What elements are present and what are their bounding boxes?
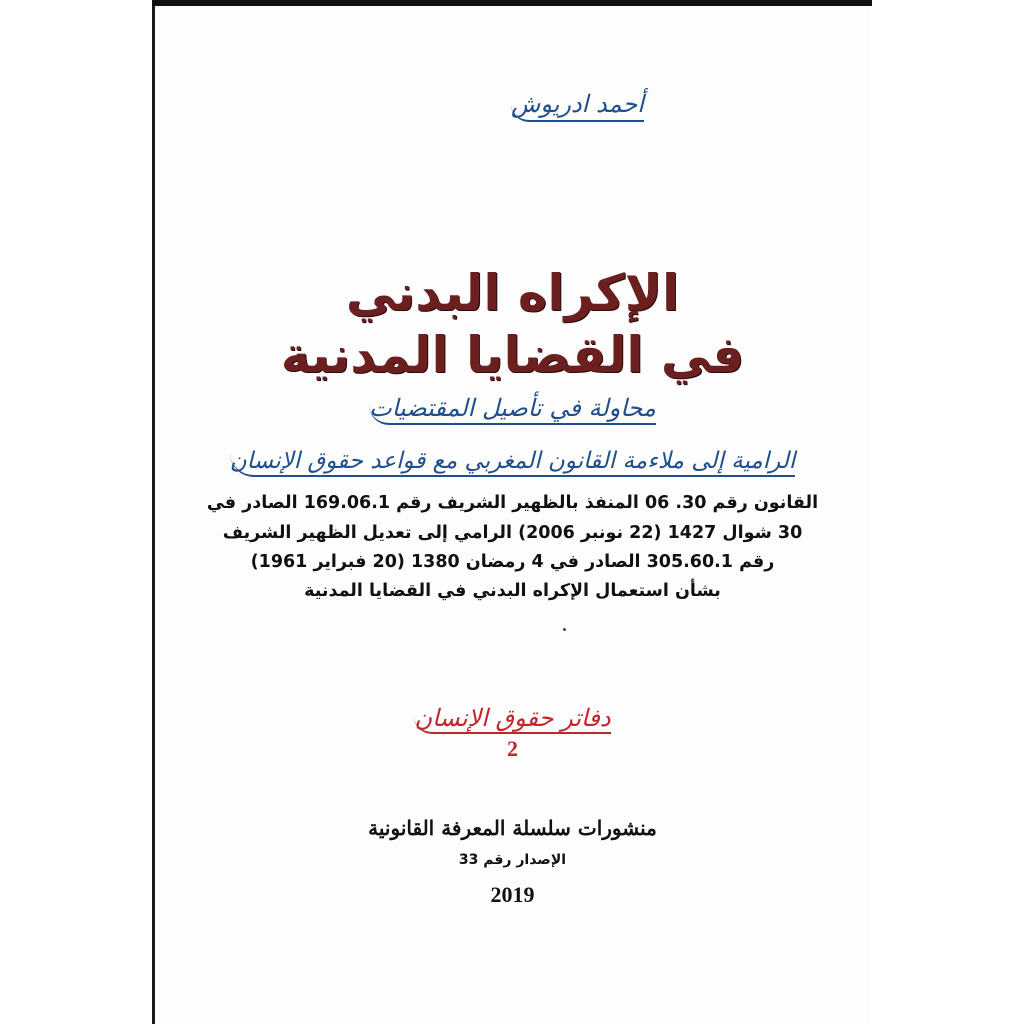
title-line-2: في القضايا المدنية [280,326,745,384]
law-text-line-4: بشأن استعمال الإكراه البدني في القضايا المدنية [304,581,721,601]
publication-year: 2019 [490,882,535,907]
series-name: دفاتر حقوق الإنسان [414,704,611,732]
page-left-border [152,0,155,1024]
title-line-1: الإكراه البدني [345,264,680,322]
subtitle-line-2-block [155,448,870,474]
series-name-block [155,704,870,732]
speck-mark [563,628,566,631]
law-text-line-2: 30 شوال 1427 (22 نونبر 2006) الرامي إلى تعديل الظهير الشريف [222,523,803,543]
scan-margin-left [0,0,153,1024]
series-number: 2 [507,736,518,761]
law-text-line-3: رقم 305.60.1 الصادر في 4 رمضان 1380 (20 فبراير 1961) [250,552,775,572]
page-top-border [152,0,872,6]
cover-page [155,6,870,1024]
publisher-name: منشورات سلسلة المعرفة القانونية [368,816,657,840]
author-name: أحمد ادريوش [511,90,644,122]
issue-number: الإصدار رقم 33 [458,852,567,868]
author-block [155,90,870,122]
scan-margin-right [870,0,1024,1024]
subtitle-line-1-block [155,394,870,422]
subtitle-line-1: محاولة في تأصيل المقتضيات [369,394,656,425]
subtitle-line-2: الرامية إلى ملاءمة القانون المغربي مع قواعد حقوق الإنسان [230,448,795,477]
law-text-line-1: القانون رقم 30. 06 المنفذ بالظهير الشريف رقم 169.06.1 الصادر في [206,493,819,513]
